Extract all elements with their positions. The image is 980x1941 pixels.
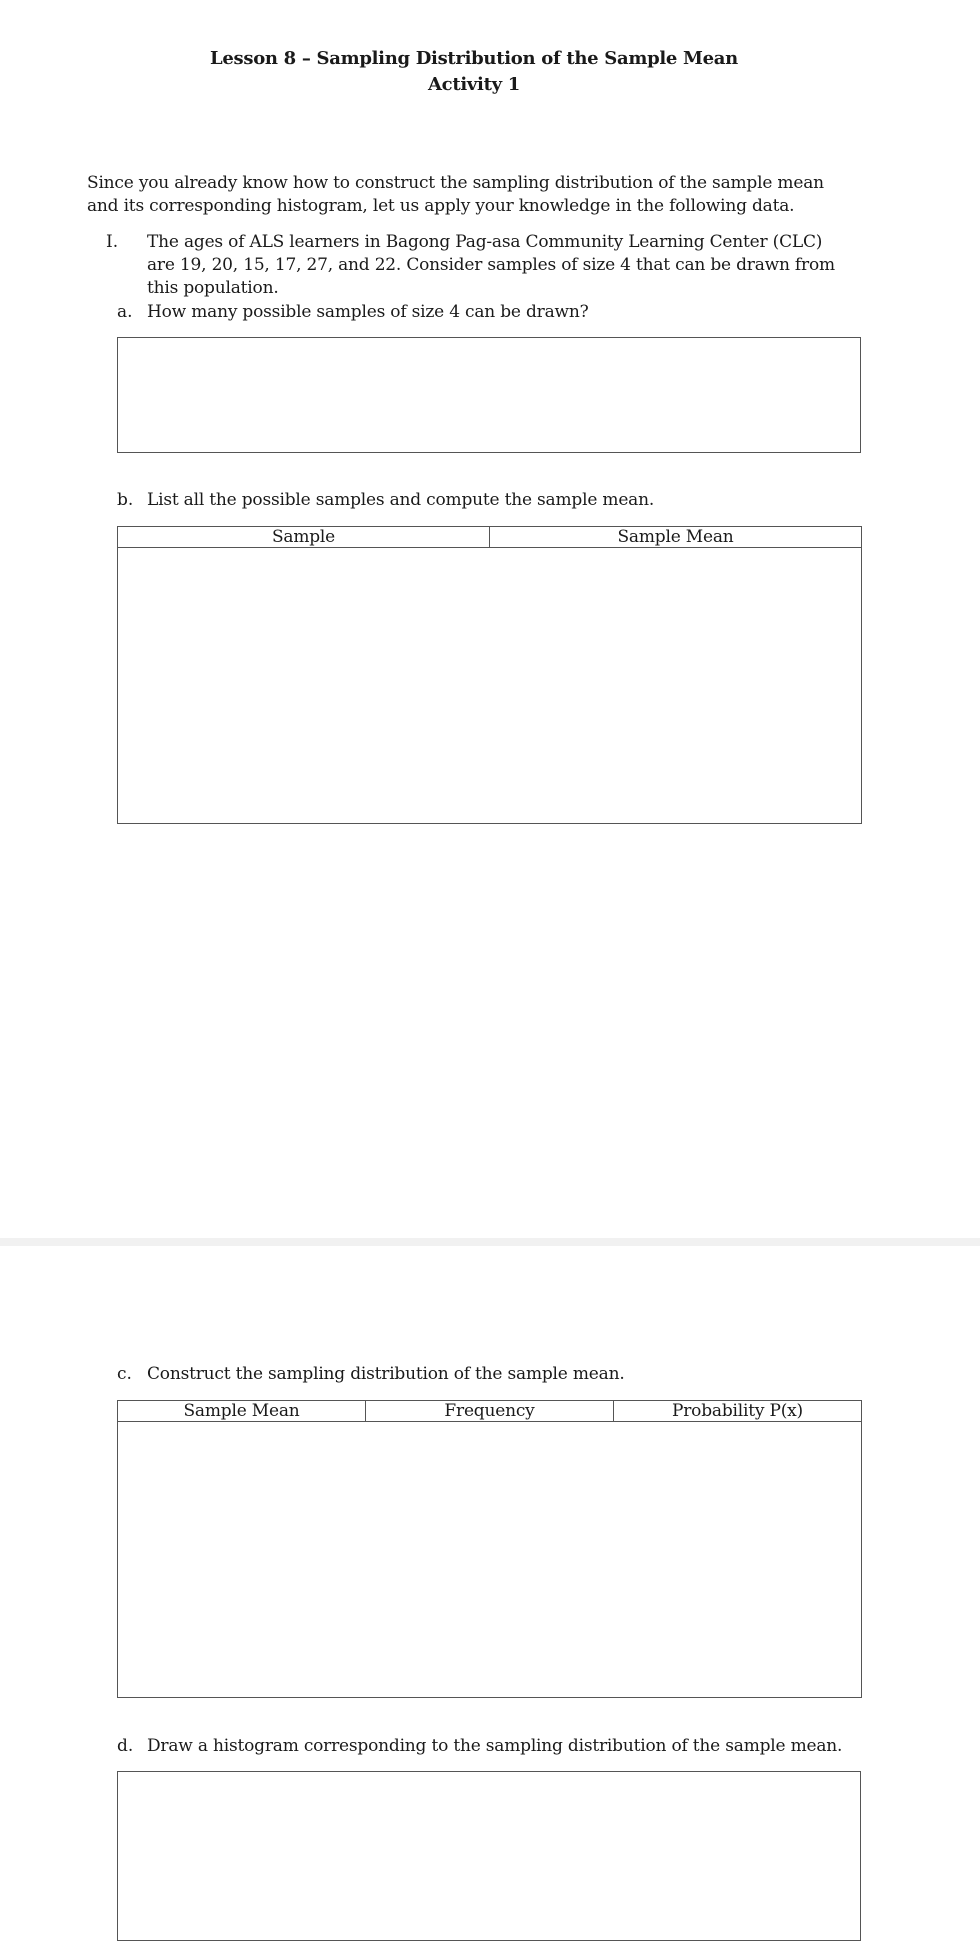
question-b-letter: b. bbox=[117, 490, 134, 510]
question-b-text: List all the possible samples and compute the sample mean. bbox=[147, 490, 655, 510]
column-header-frequency: Frequency bbox=[366, 1401, 614, 1422]
question-c-letter: c. bbox=[117, 1364, 132, 1384]
distribution-table-body bbox=[118, 1422, 862, 1698]
sampling-distribution-table bbox=[117, 1400, 862, 1698]
worksheet-page-2 bbox=[0, 1246, 980, 1920]
problem-text: The ages of ALS learners in Bagong Pag-asa Community Learning Center (CLC) are 19, 20, 15, 17, 27, and 22. Consider samples of size 4 that can be drawn from this population. bbox=[147, 232, 835, 298]
activity-subtitle: Activity 1 bbox=[428, 74, 520, 95]
question-a-letter: a. bbox=[117, 302, 133, 322]
samples-table-body bbox=[118, 548, 862, 824]
question-d-text: Draw a histogram corresponding to the sampling distribution of the sample mean. bbox=[147, 1736, 843, 1756]
question-a-answer-box[interactable] bbox=[117, 337, 861, 453]
question-d-letter: d. bbox=[117, 1736, 134, 1756]
samples-table bbox=[117, 526, 862, 824]
column-header-sample-mean: Sample Mean bbox=[490, 527, 862, 548]
column-header-sample-mean: Sample Mean bbox=[118, 1401, 366, 1422]
column-header-probability: Probability P(x) bbox=[614, 1401, 862, 1422]
question-a-text: How many possible samples of size 4 can be drawn? bbox=[147, 302, 589, 322]
lesson-title: Lesson 8 – Sampling Distribution of the Sample Mean bbox=[210, 48, 738, 69]
distribution-table-header-row bbox=[118, 1401, 862, 1422]
page-separator bbox=[0, 1238, 980, 1246]
column-header-sample: Sample bbox=[118, 527, 490, 548]
distribution-table-answer-area[interactable] bbox=[118, 1422, 862, 1698]
samples-table-header-row bbox=[118, 527, 862, 548]
question-c-text: Construct the sampling distribution of the sample mean. bbox=[147, 1364, 625, 1384]
problem-number: I. bbox=[106, 232, 119, 252]
intro-paragraph: Since you already know how to construct the sampling distribution of the sample mean and its corresponding histogram, let us apply your knowledge in the following data. bbox=[87, 173, 824, 216]
histogram-drawing-box[interactable] bbox=[117, 1771, 861, 1941]
samples-table-answer-area[interactable] bbox=[118, 548, 862, 824]
